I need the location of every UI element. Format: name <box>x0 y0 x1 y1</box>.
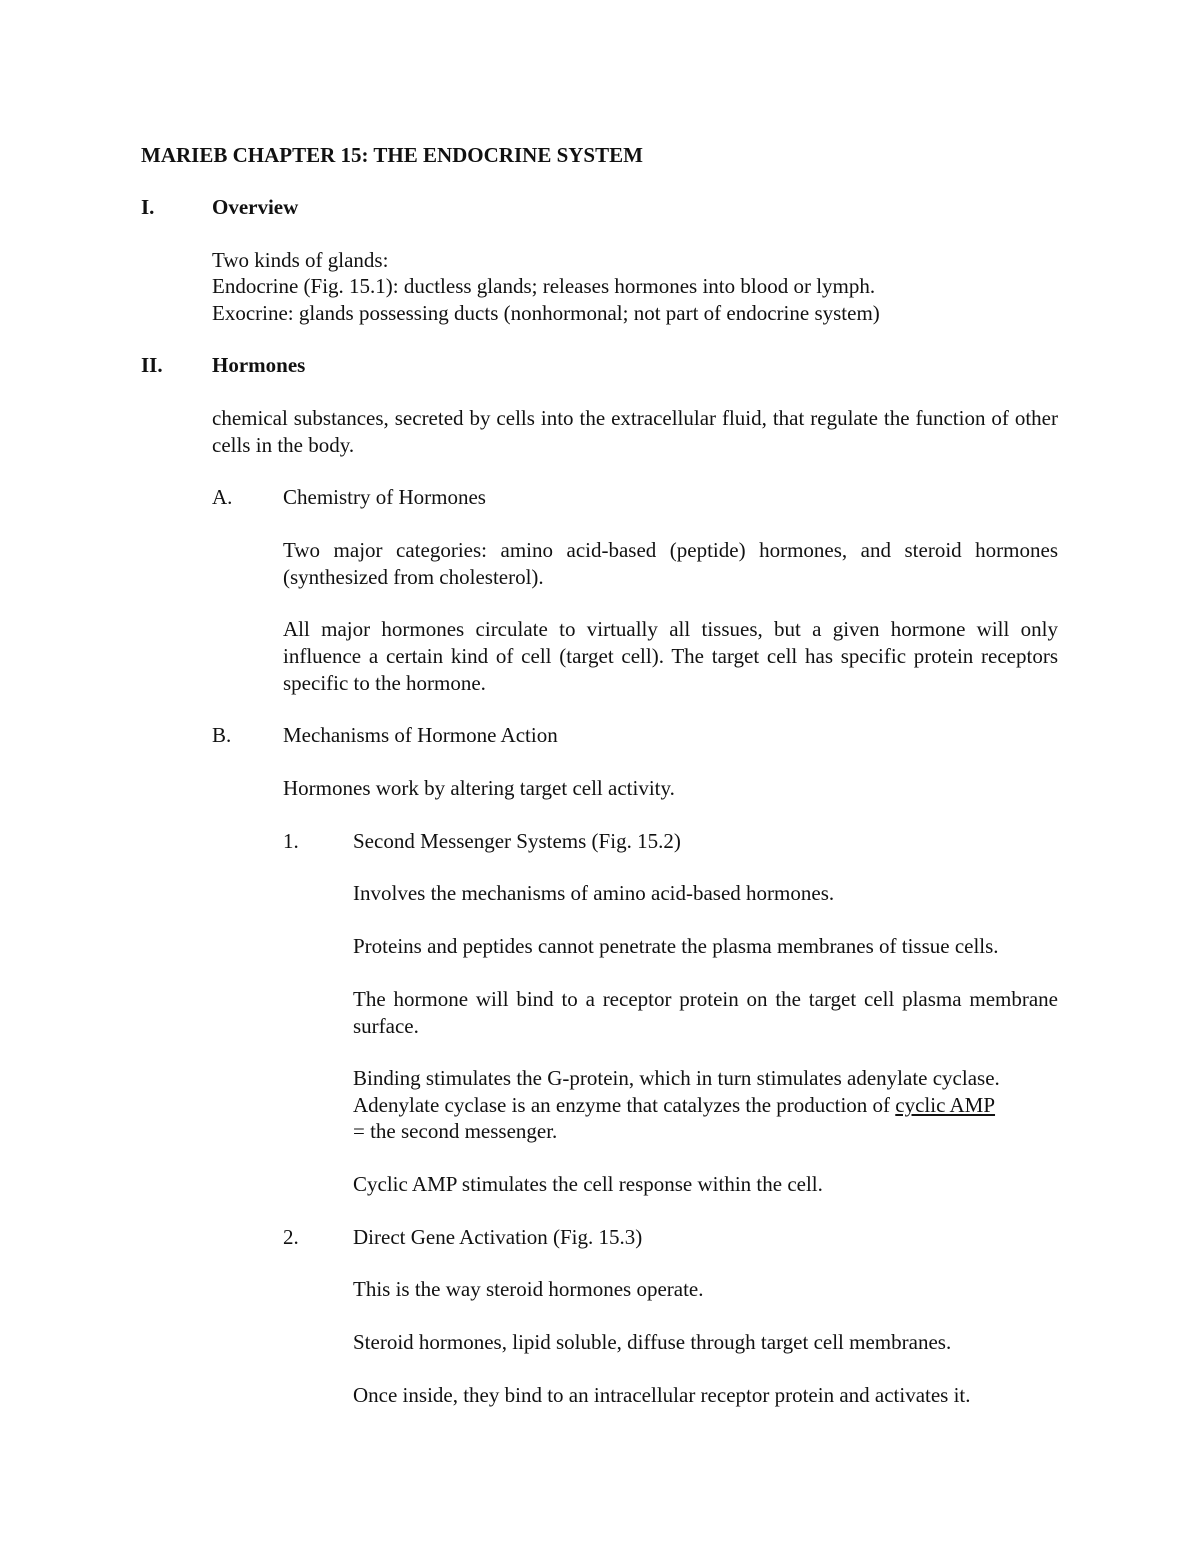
subsection-b-heading: Mechanisms of Hormone Action <box>283 723 558 747</box>
subsection-a-letter: A. <box>212 485 233 509</box>
gene-activation-paragraph: Once inside, they bind to an intracellular receptor protein and activates it. <box>353 1383 971 1407</box>
item-2-number: 2. <box>283 1225 299 1249</box>
paragraph-text: Adenylate cyclase is an enzyme that catalyzes the production of <box>353 1093 896 1117</box>
section-1-number: I. <box>141 195 155 219</box>
chemistry-paragraph: Two major categories: amino acid-based (peptide) hormones, and steroid hormones (synthesized from cholesterol). <box>283 538 1058 589</box>
overview-line: Endocrine (Fig. 15.1): ductless glands; releases hormones into blood or lymph. <box>212 274 876 298</box>
overview-line: Two kinds of glands: <box>212 248 389 272</box>
subsection-a-heading: Chemistry of Hormones <box>283 485 486 509</box>
section-2-heading: Hormones <box>212 353 306 377</box>
item-1-number: 1. <box>283 829 299 853</box>
gene-activation-paragraph: Steroid hormones, lipid soluble, diffuse through target cell membranes. <box>353 1330 952 1354</box>
subsection-b-letter: B. <box>212 723 232 747</box>
second-messenger-paragraph-line: Binding stimulates the G-protein, which in turn stimulates adenylate cyclase. <box>353 1066 1000 1090</box>
second-messenger-paragraph-line: = the second messenger. <box>353 1119 558 1143</box>
second-messenger-paragraph: The hormone will bind to a receptor protein on the target cell plasma membrane surface. <box>353 987 1058 1038</box>
underlined-term: cyclic AMP <box>895 1093 996 1117</box>
second-messenger-paragraph: Involves the mechanisms of amino acid-based hormones. <box>353 881 835 905</box>
second-messenger-paragraph: Cyclic AMP stimulates the cell response within the cell. <box>353 1172 823 1196</box>
page-title: MARIEB CHAPTER 15: THE ENDOCRINE SYSTEM <box>141 143 643 167</box>
item-1-heading: Second Messenger Systems (Fig. 15.2) <box>353 829 681 853</box>
second-messenger-paragraph: Proteins and peptides cannot penetrate the plasma membranes of tissue cells. <box>353 934 999 958</box>
gene-activation-paragraph: This is the way steroid hormones operate. <box>353 1277 704 1301</box>
item-2-heading: Direct Gene Activation (Fig. 15.3) <box>353 1225 643 1249</box>
chemistry-paragraph: All major hormones circulate to virtually all tissues, but a given hormone will only influence a certain kind of cell (target cell). The target cell has specific protein receptors specific to the hormone. <box>283 617 1058 695</box>
hormones-definition: chemical substances, secreted by cells into the extracellular fluid, that regulate the function of other cells in the body. <box>212 406 1058 457</box>
section-1-heading: Overview <box>212 195 299 219</box>
overview-line: Exocrine: glands possessing ducts (nonhormonal; not part of endocrine system) <box>212 301 880 325</box>
mechanisms-paragraph: Hormones work by altering target cell activity. <box>283 776 675 800</box>
section-2-number: II. <box>141 353 163 377</box>
second-messenger-paragraph-line <box>353 1092 995 1118</box>
